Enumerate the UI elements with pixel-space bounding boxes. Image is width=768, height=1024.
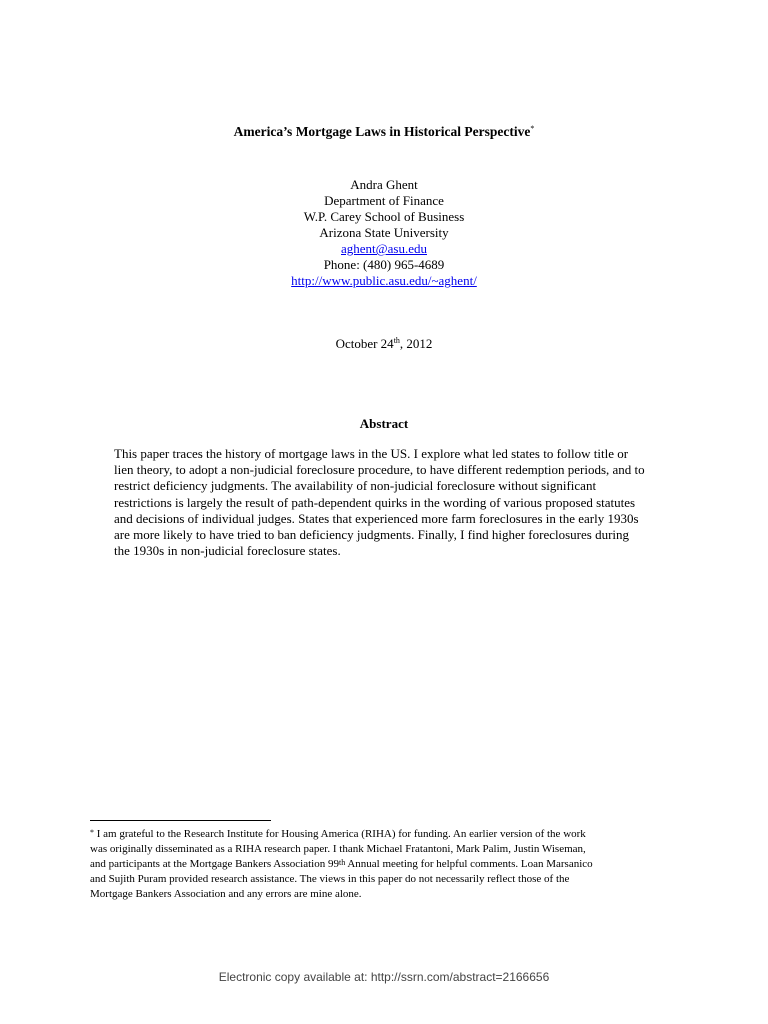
author-email-row [0,241,768,257]
footnote-separator [90,820,271,821]
footnote-line-text: and participants at the Mortgage Bankers Association 99 [90,858,339,870]
abstract-heading: Abstract [359,416,409,431]
footnote-line [90,827,690,842]
date-rest: , 2012 [399,336,433,351]
abstract-line: This paper traces the history of mortgage laws in the US. I explore what led states to follow title or [114,446,629,461]
footnote-line-text: Annual meeting for helpful comments. Loan Marsanico [345,858,593,870]
paper-title [0,124,768,140]
title-footnote-marker[interactable]: * [530,124,535,133]
author-website-link[interactable]: http://www.public.asu.edu/~aghent/ [291,273,477,288]
author-university: Arizona State University [319,225,449,240]
footnote-ordinal-suffix: th [338,858,346,867]
date-prefix: October 24 [335,336,394,351]
author-email-link[interactable]: aghent@asu.edu [341,241,427,256]
abstract-line: the 1930s in non-judicial foreclosure states. [114,543,341,559]
footnote-marker: * [90,828,94,837]
paper-date [0,336,768,352]
footnote-line-text: I am grateful to the Research Institute for Housing America (RIHA) for funding. An earlier version of the work [94,828,586,840]
footnote-line: was originally disseminated as a RIHA research paper. I thank Michael Fratantoni, Mark Palim, Justin Wiseman, [90,843,586,855]
paper-title-text: America’s Mortgage Laws in Historical Perspective [233,124,531,139]
ssrn-availability-notice: Electronic copy available at: http://ssrn.com/abstract=2166656 [218,970,550,984]
abstract-line: lien theory, to adopt a non-judicial foreclosure procedure, to have different redemption periods, and to [114,462,645,478]
abstract-line: are more likely to have tried to ban deficiency judgments. Finally, I find higher foreclosures during [114,527,630,543]
footnote-line: Mortgage Bankers Association and any errors are mine alone. [90,888,362,900]
footnote-line [90,857,690,872]
abstract-body [114,446,674,559]
author-name: Andra Ghent [350,177,418,192]
footnote [90,827,690,902]
footnote-line: and Sujith Puram provided research assistance. The views in this paper do not necessarily reflect those of the [90,873,570,885]
author-school: W.P. Carey School of Business [303,209,465,224]
abstract-line: restrictions is largely the result of path-dependent quirks in the wording of various proposed statutes [114,494,636,510]
author-website-row [0,273,768,289]
author-block [0,177,768,289]
abstract-line: restrict deficiency judgments. The availability of non-judicial foreclosure without significant [114,478,597,494]
author-phone: Phone: (480) 965-4689 [323,257,445,272]
abstract-line: and decisions of individual judges. States that experienced more farm foreclosures in the early 1930s [114,510,639,526]
date-ordinal-suffix: th [393,336,400,345]
author-department: Department of Finance [324,193,444,208]
